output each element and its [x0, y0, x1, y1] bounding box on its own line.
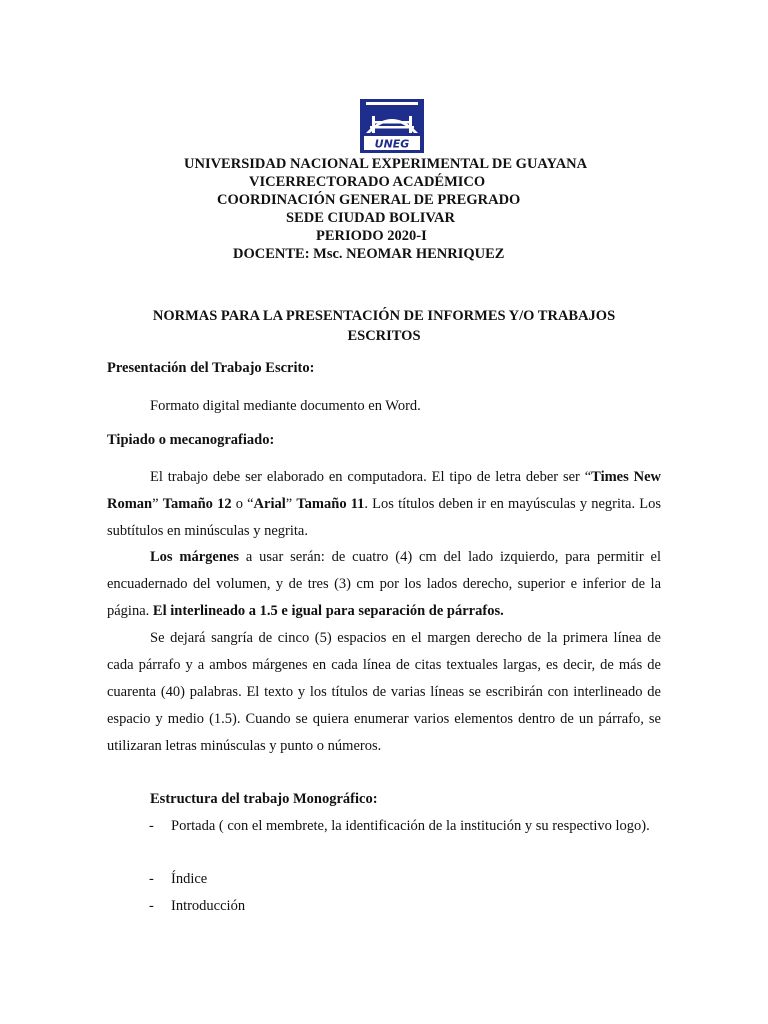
header-university: UNIVERSIDAD NACIONAL EXPERIMENTAL DE GUAYANA [184, 156, 588, 172]
presentacion-text: Formato digital mediante documento en Word. [150, 398, 421, 414]
header-docente: DOCENTE: Msc. NEOMAR HENRIQUEZ [233, 246, 505, 262]
header-vicerrectorado: VICERRECTORADO ACADÉMICO [249, 174, 486, 190]
svg-text:UNEG: UNEG [374, 137, 410, 151]
heading-tipiado: Tipiado o mecanografiado: [107, 432, 275, 448]
heading-estructura: Estructura del trabajo Monográfico: [150, 791, 378, 807]
paragraph-font: El trabajo debe ser elaborado en computadora. El tipo de letra deber ser “Times New Roman” Tamaño 12 o “Arial” Tamaño 11. Los títulos deben ir en mayúsculas y negrita. Los subtítulos en minúsculas y negrita. [107, 469, 661, 539]
heading-presentacion: Presentación del Trabajo Escrito: [107, 360, 315, 376]
header-periodo: PERIODO 2020-I [316, 228, 427, 244]
list-item: - Introducción [149, 898, 246, 914]
header-sede: SEDE CIUDAD BOLIVAR [286, 210, 455, 226]
paragraph-margins: Los márgenes a usar serán: de cuatro (4) cm del lado izquierdo, para permitir el encuadernado del volumen, y de tres (3) cm por los lados derecho, superior e inferior de la página. El interlineado a 1.5 e igual para separación de párrafos. [107, 549, 661, 619]
document-title: NORMAS PARA LA PRESENTACIÓN DE INFORMES Y/O TRABAJOS ESCRITOS [152, 308, 616, 344]
uneg-logo-icon [360, 99, 424, 153]
list-item: - Portada ( con el membrete, la identificación de la institución y su respectivo logo). [149, 818, 650, 834]
paragraph-indent: Se dejará sangría de cinco (5) espacios en el margen derecho de la primera línea de cada párrafo y a ambos márgenes en cada línea de citas textuales largas, es decir, de más de cuarenta (40) palabras. El texto y los títulos de varias líneas se escribirán con interlineado de espacio y medio (1.5). Cuando se quiera enumerar varios elementos dentro de un párrafo, se utilizaran letras minúsculas y punto o números. [107, 630, 661, 754]
list-item: - Índice [149, 871, 208, 887]
header-coordinacion: COORDINACIÓN GENERAL DE PREGRADO [217, 192, 521, 208]
